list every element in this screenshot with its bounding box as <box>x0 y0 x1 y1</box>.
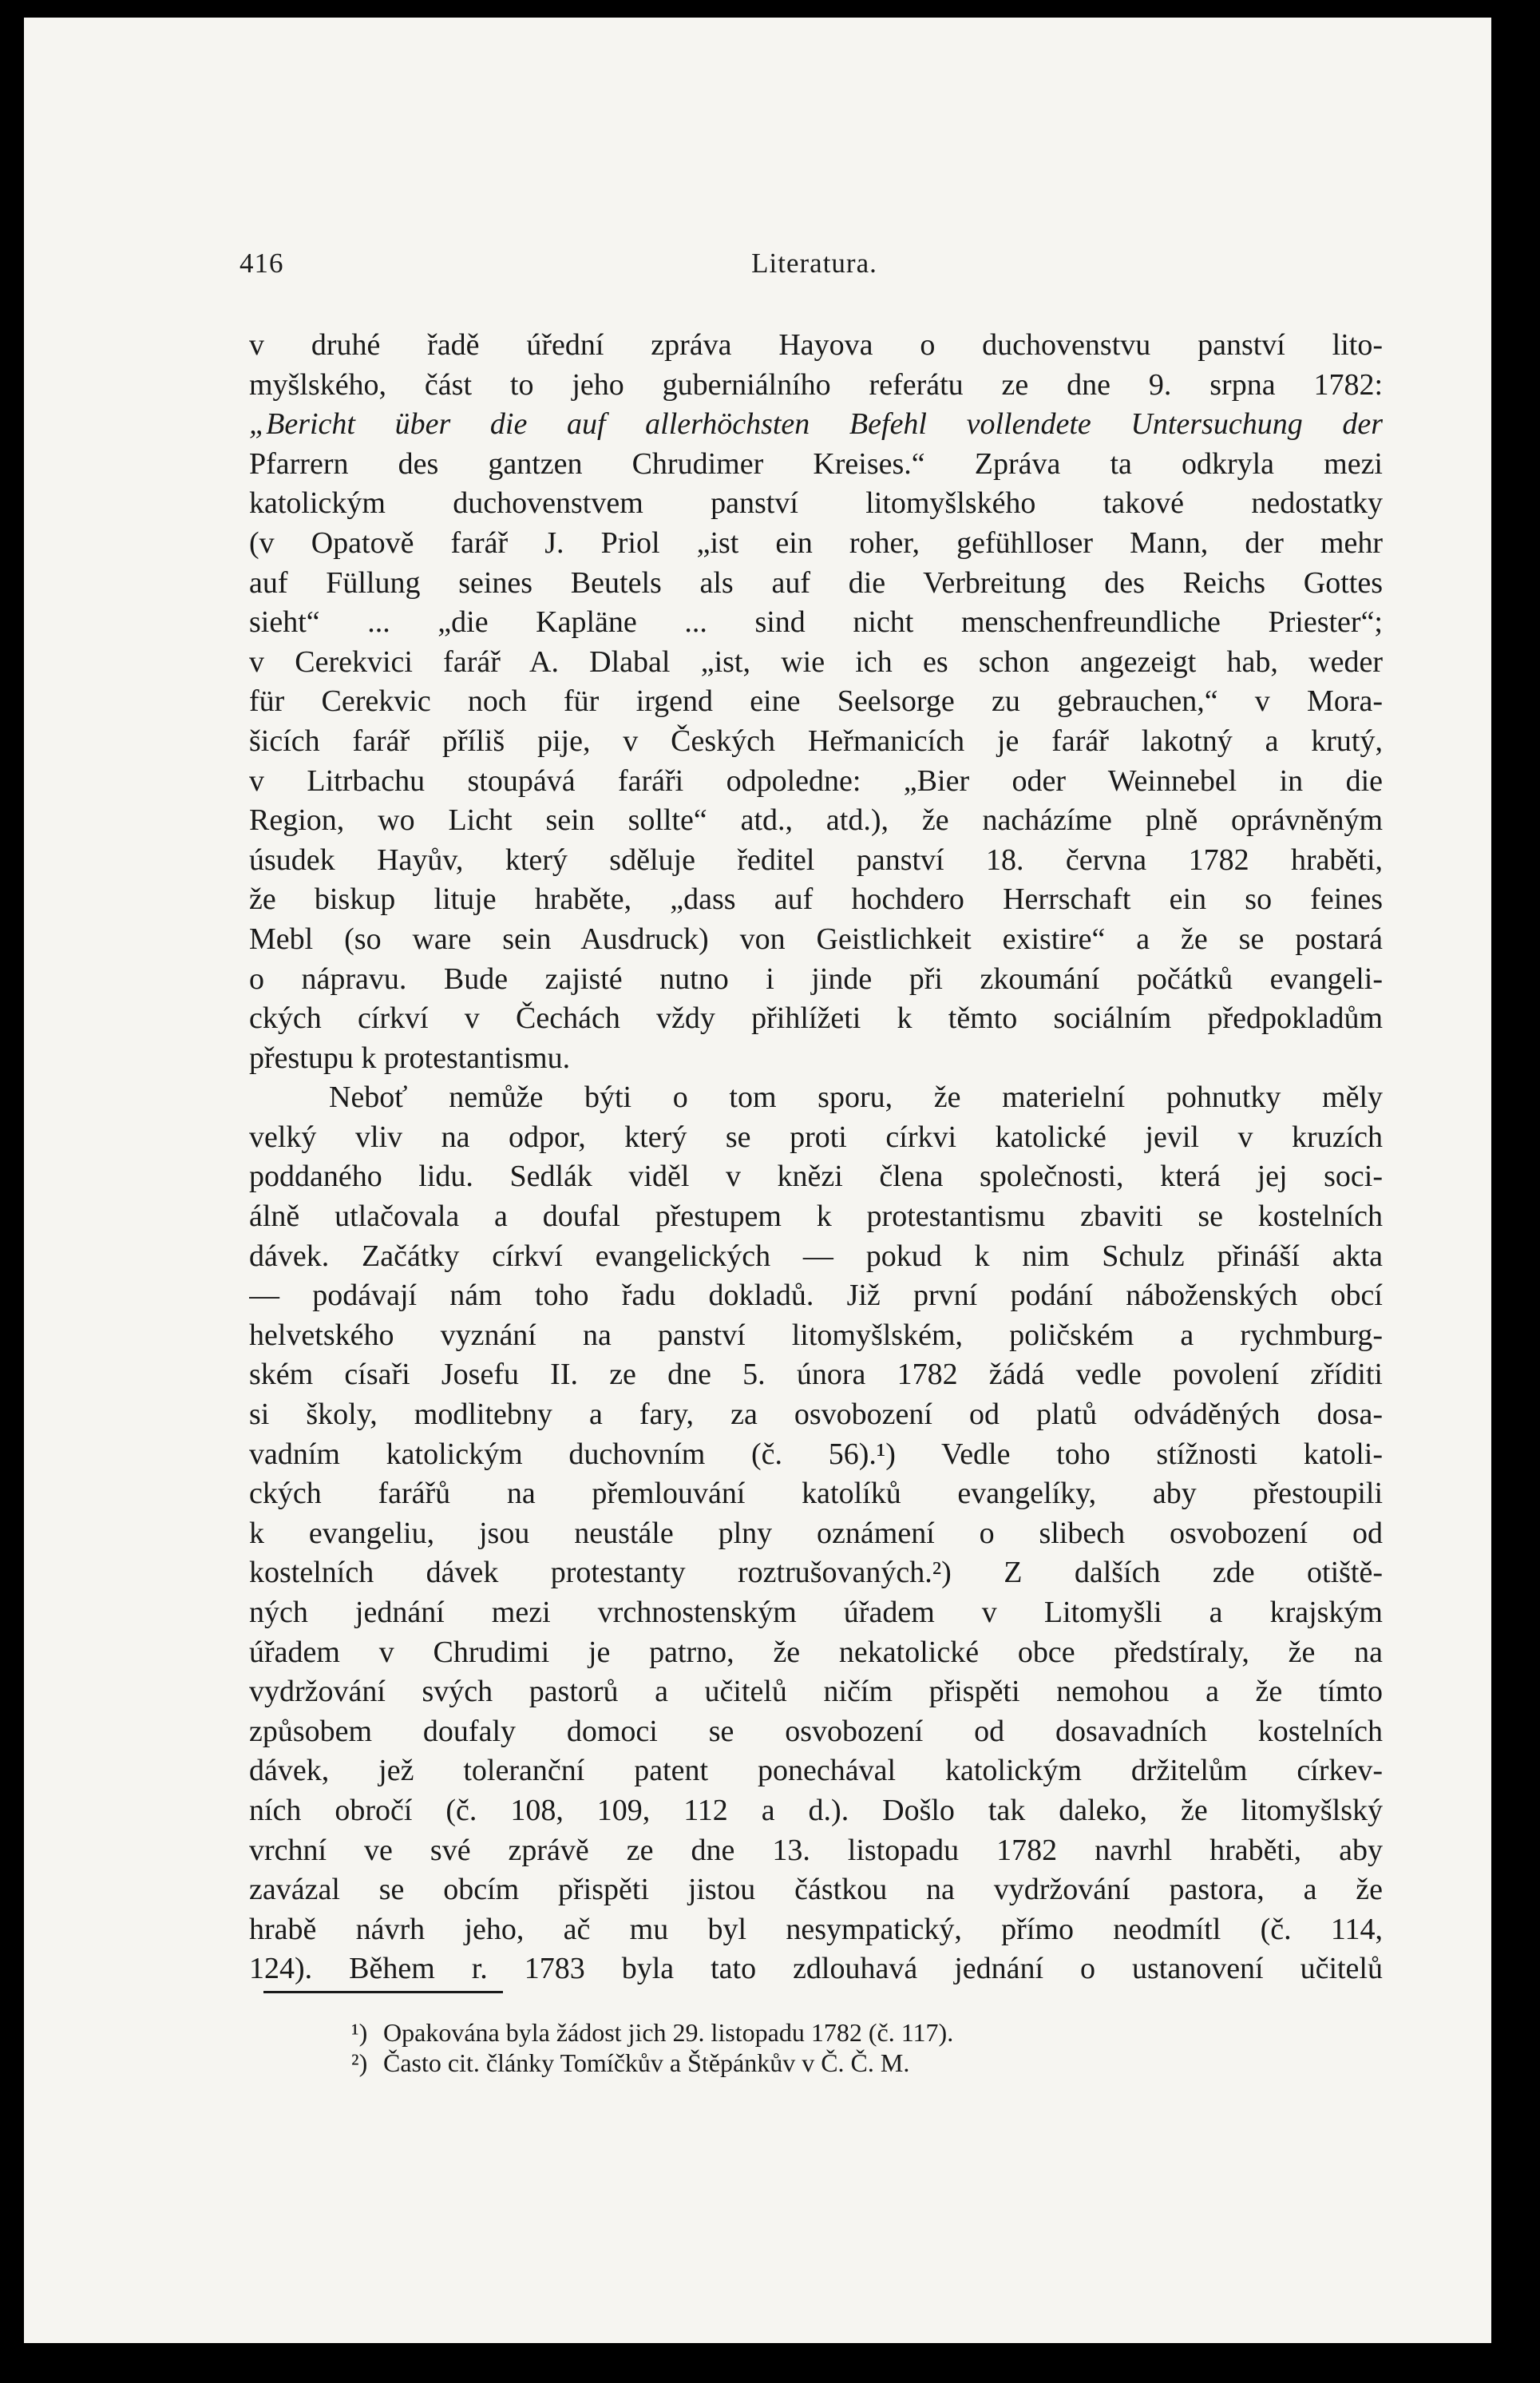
text-line: šicích farář příliš pije, v Českých Heřmanicích je farář lakotný a krutý, <box>249 724 1383 758</box>
text-line: (v Opatově farář J. Priol „ist ein roher, gefühlloser Mann, der mehr <box>249 525 1383 560</box>
running-head <box>240 248 1389 287</box>
text-line: poddaného lidu. Sedlák viděl v knězi člena společnosti, která jej soci- <box>249 1160 1383 1194</box>
text-line: dávek, jež toleranční patent ponechával katolickým držitelům církev- <box>249 1754 1383 1788</box>
footnote-2 <box>351 2048 1309 2078</box>
text-line: vadním katolickým duchovním (č. 56).¹) Vedle toho stížnosti katoli- <box>249 1437 1383 1471</box>
text-line: „Bericht über die auf allerhöchsten Befehl vollendete Untersuchung der <box>249 407 1383 442</box>
text-line: o nápravu. Bude zajisté nutno i jinde při zkoumání počátků evangeli- <box>249 962 1383 996</box>
text-line: myšlského, část to jeho guberniálního referátu ze dne 9. srpna 1782: <box>249 367 1383 402</box>
page-number: 416 <box>240 248 284 279</box>
text-line: vydržování svých pastorů a učitelů ničím přispěti nemohou a že tímto <box>249 1675 1383 1709</box>
footnote-mark: ¹) <box>351 2018 368 2047</box>
text-line: ních obročí (č. 108, 109, 112 a d.). Došlo tak daleko, že litomyšlský <box>249 1793 1383 1827</box>
text-line: Pfarrern des gantzen Chrudimer Kreises.“ Zpráva ta odkryla mezi <box>249 446 1383 481</box>
text-line: velký vliv na odpor, který se proti církvi katolické jevil v kruzích <box>249 1120 1383 1154</box>
text-line: sieht“ ... „die Kapläne ... sind nicht menschenfreundliche Priester“; <box>249 605 1383 640</box>
footnote-text: Opakována byla žádost jich 29. listopadu 1782 (č. 117). <box>383 2018 954 2047</box>
footnotes <box>351 2017 1309 2078</box>
text-line: v druhé řadě úřední zpráva Hayova o duchovenstvu panství lito- <box>249 328 1383 362</box>
text-line: přestupu k protestantismu. <box>249 1041 571 1075</box>
text-line: — podávají nám toho řadu dokladů. Již první podání náboženských obcí <box>249 1279 1383 1313</box>
text-line: Region, wo Licht sein sollte“ atd., atd.), že nacházíme plně oprávněným <box>249 803 1383 838</box>
text-line: hrabě návrh jeho, ač mu byl nesympatický, přímo neodmítl (č. 114, <box>249 1912 1383 1946</box>
text-line: v Litrbachu stoupává faráři odpoledne: „Bier oder Weinnebel in die <box>249 763 1383 798</box>
text-line: způsobem doufaly domoci se osvobození od dosavadních kostelních <box>249 1714 1383 1748</box>
text-line: für Cerekvic noch für irgend eine Seelsorge zu gebrauchen,“ v Mora- <box>249 684 1383 719</box>
text-line: ckých farářů na přemlouvání katolíků evangelíky, aby přestoupili <box>249 1477 1383 1511</box>
text-line: katolickým duchovenstvem panství litomyšlského takové nedostatky <box>249 486 1383 521</box>
footnote-1 <box>351 2017 1309 2048</box>
footnote-divider <box>263 1991 503 1993</box>
text-line: Neboť nemůže býti o tom sporu, že materielní pohnutky měly <box>329 1080 1383 1115</box>
text-line: ckých církví v Čechách vždy přihlížeti k těmto sociálním předpokladům <box>249 1001 1383 1036</box>
text-line: kostelních dávek protestanty roztrušovaných.²) Z dalších zde otiště- <box>249 1556 1383 1590</box>
text-line: Mebl (so ware sein Ausdruck) von Geistlichkeit existire“ a že se postará <box>249 922 1383 956</box>
text-line: álně utlačovala a doufal přestupem k protestantismu zbaviti se kostelních <box>249 1199 1383 1234</box>
text-line: k evangeliu, jsou neustále plny oznámení o slibech osvobození od <box>249 1516 1383 1550</box>
running-title: Literatura. <box>751 248 877 279</box>
text-line: dávek. Začátky církví evangelických — pokud k nim Schulz přináší akta <box>249 1239 1383 1273</box>
text-line: ském císaři Josefu II. ze dne 5. února 1782 žádá vedle povolení zříditi <box>249 1358 1383 1392</box>
text-line: že biskup lituje hraběte, „dass auf hochdero Herrschaft ein so feines <box>249 882 1383 917</box>
book-page <box>24 18 1491 2343</box>
text-line: zavázal se obcím přispěti jistou částkou na vydržování pastora, a že <box>249 1873 1383 1907</box>
text-line: úsudek Hayův, který sděluje ředitel panství 18. června 1782 hraběti, <box>249 843 1383 877</box>
text-line: v Cerekvici farář A. Dlabal „ist, wie ich es schon angezeigt hab, weder <box>249 644 1383 679</box>
text-line: auf Füllung seines Beutels als auf die Verbreitung des Reichs Gottes <box>249 565 1383 600</box>
text-line: úřadem v Chrudimi je patrno, že nekatolické obce předstíraly, že na <box>249 1635 1383 1669</box>
footnote-text: Často cit. články Tomíčkův a Štěpánkův v Č. Č. M. <box>383 2048 910 2077</box>
text-line: si školy, modlitebny a fary, za osvobození od platů odváděných dosa- <box>249 1398 1383 1432</box>
text-line: helvetského vyznání na panství litomyšlském, poličském a rychmburg- <box>249 1318 1383 1352</box>
text-line: 124). Během r. 1783 byla tato zdlouhavá jednání o ustanovení učitelů <box>249 1952 1383 1986</box>
body-text <box>249 326 1383 1989</box>
text-line: ných jednání mezi vrchnostenským úřadem v Litomyšli a krajským <box>249 1596 1383 1629</box>
footnote-mark: ²) <box>351 2048 368 2077</box>
text-line: vrchní ve své zprávě ze dne 13. listopadu 1782 navrhl hraběti, aby <box>249 1833 1383 1867</box>
